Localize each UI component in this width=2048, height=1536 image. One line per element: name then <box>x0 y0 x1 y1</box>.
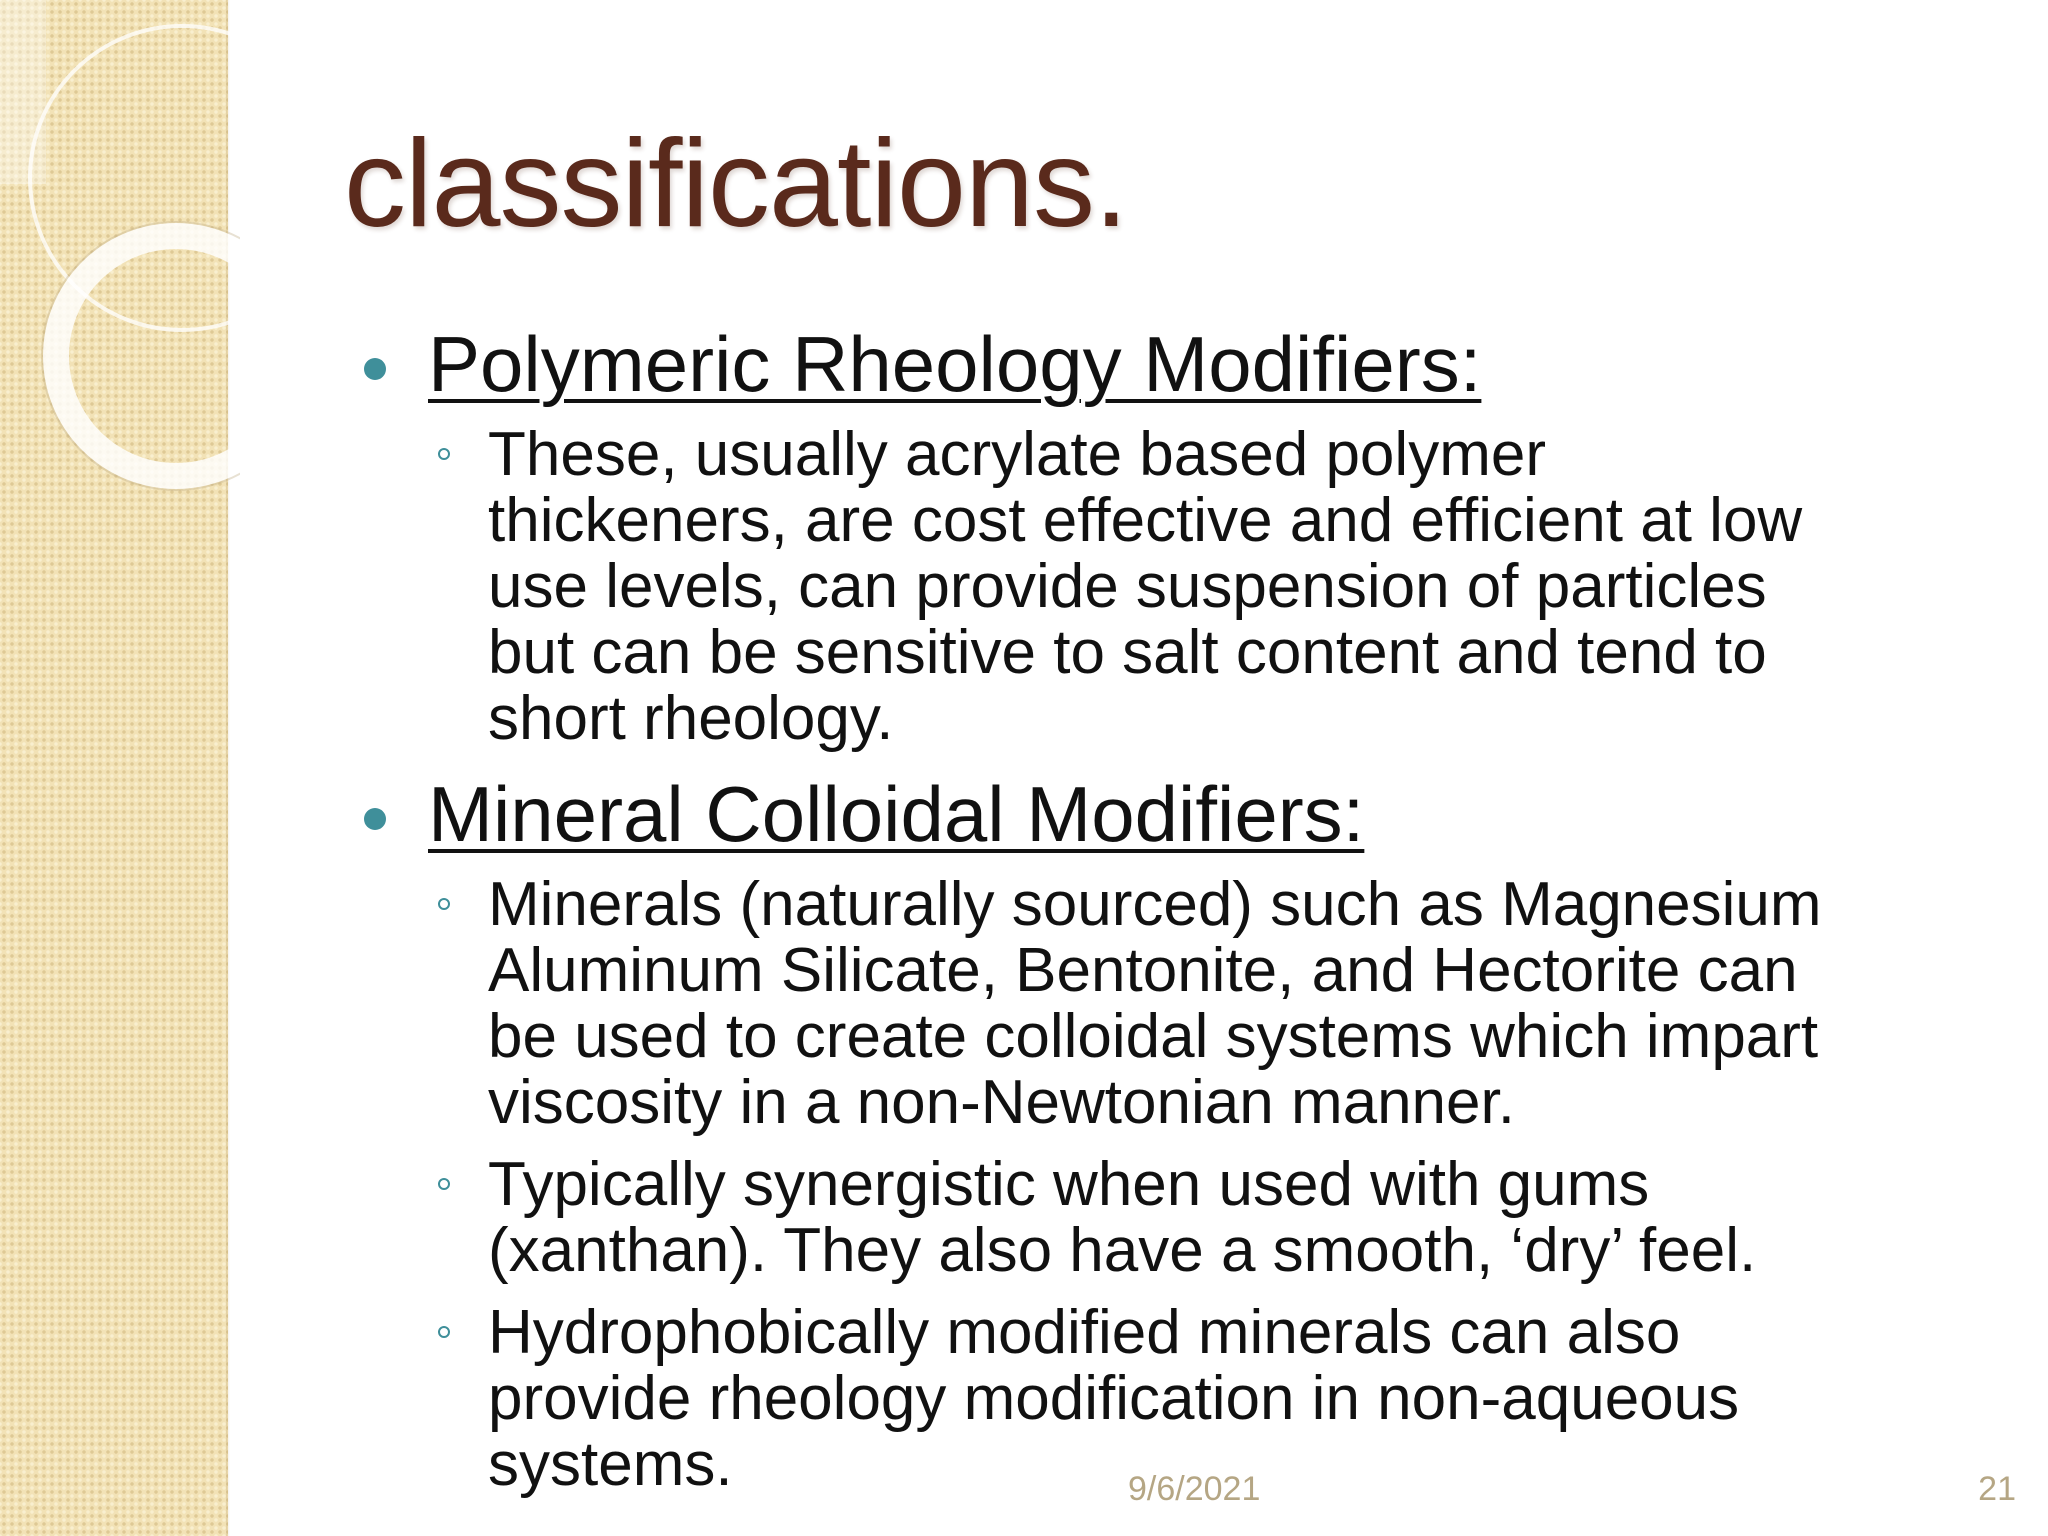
bullet-dot-icon <box>364 358 386 380</box>
slide-body <box>344 318 2004 1514</box>
item-line: provide rheology modification in non-aqueous <box>488 1364 1740 1433</box>
slide-number: 21 <box>1978 1470 2016 1508</box>
item-line: Minerals (naturally sourced) such as Magnesium <box>488 870 1822 939</box>
thick-ring-outline <box>42 222 240 490</box>
bullet-ring-icon <box>438 1326 450 1338</box>
item-line: These, usually acrylate based polymer <box>488 420 1546 489</box>
slide-title: classifications. <box>344 115 1128 253</box>
item-line: use levels, can provide suspension of particles <box>488 552 1767 621</box>
item-line: but can be sensitive to salt content and tend to <box>488 618 1767 687</box>
item-line: thickeners, are cost effective and efficient at low <box>488 486 1803 555</box>
item-line: Aluminum Silicate, Bentonite, and Hectorite can <box>488 936 1798 1005</box>
footer-date: 9/6/2021 <box>1128 1470 1261 1508</box>
item-line: (xanthan). They also have a smooth, ‘dry’ feel. <box>488 1216 1757 1285</box>
large-ring <box>30 26 240 330</box>
light-patch <box>0 0 46 184</box>
section-heading: Polymeric Rheology Modifiers: <box>428 320 1482 408</box>
item-line: short rheology. <box>488 684 894 753</box>
item-line: systems. <box>488 1430 733 1499</box>
item-line: be used to create colloidal systems which impart <box>488 1002 1819 1071</box>
bullet-ring-icon <box>438 1178 450 1190</box>
bullet-ring-icon <box>438 448 450 460</box>
item-line: Typically synergistic when used with gums <box>488 1150 1650 1219</box>
item-line: viscosity in a non-Newtonian manner. <box>488 1068 1515 1137</box>
thick-ring <box>56 236 240 476</box>
bullet-dot-icon <box>364 808 386 830</box>
list-item <box>344 1300 2004 1498</box>
decorative-rings <box>0 0 240 520</box>
section-mineral <box>344 768 2004 860</box>
list-item <box>344 872 2004 1136</box>
list-item <box>344 422 2004 752</box>
section-polymeric <box>344 318 2004 410</box>
item-line: Hydrophobically modified minerals can also <box>488 1298 1681 1367</box>
section-heading: Mineral Colloidal Modifiers: <box>428 770 1365 858</box>
bullet-ring-icon <box>438 898 450 910</box>
list-item <box>344 1152 2004 1284</box>
